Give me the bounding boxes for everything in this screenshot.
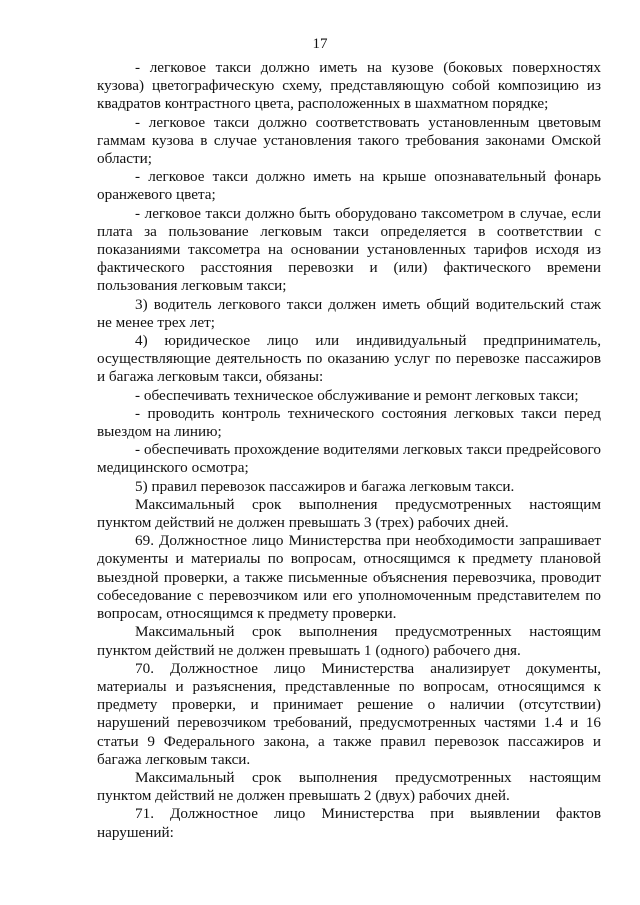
paragraph-deadline-2-days: Максимальный срок выполнения предусмотренных настоящим пунктом действий не должен превышать 2 (двух) рабочих дней. bbox=[97, 768, 601, 805]
page-number: 17 bbox=[312, 36, 328, 52]
paragraph-item-71: 71. Должностное лицо Министерства при выявлении фактов нарушений: bbox=[97, 805, 601, 841]
paragraph-deadline-1-day: Максимальный срок выполнения предусмотренных настоящим пунктом действий не должен превышать 1 (одного) рабочего дня. bbox=[97, 623, 601, 659]
paragraph-item-70: 70. Должностное лицо Министерства анализирует документы, материалы и разъяснения, представленные по вопросам, относящимся к предмету проверки, и принимает решение о наличии (отсутствии) нарушений перевозчиком требований, предусмотренных частями 1.4 и 16 статьи 9 Федерального закона, а также правил перевозок пассажиров и багажа легковым такси. bbox=[97, 659, 601, 768]
paragraph-roof-lamp: - легковое такси должно иметь на крыше опознавательный фонарь оранжевого цвета; bbox=[97, 168, 601, 204]
paragraph-taximeter: - легковое такси должно быть оборудовано таксометром в случае, если плата за пользование легковым такси определяется в соответствии с показаниями таксометра на основании установленных тарифов исходя из фактического расстояния перевозки и (или) фактического времени пользования легковым такси; bbox=[97, 204, 601, 295]
paragraph-driver-experience: 3) водитель легкового такси должен иметь общий водительский стаж не менее трех лет; bbox=[97, 295, 601, 331]
paragraph-item-69: 69. Должностное лицо Министерства при необходимости запрашивает документы и материалы по вопросам, относящимся к предмету плановой выездной проверки, а также письменные объяснения перевозчика, проводит собеседование с перевозчиком или его уполномоченным представителем по вопросам, относящимся к предмету проверки. bbox=[97, 532, 601, 623]
paragraph-color-scheme: - легковое такси должно иметь на кузове (боковых поверхностях кузова) цветографическую схему, представляющую собой композицию из квадратов контрастного цвета, расположенных в шахматном порядке; bbox=[97, 59, 601, 113]
paragraph-transport-rules: 5) правил перевозок пассажиров и багажа легковым такси. bbox=[135, 477, 515, 495]
document-body bbox=[97, 59, 601, 842]
paragraph-maintenance: - обеспечивать техническое обслуживание и ремонт легковых такси; bbox=[135, 386, 579, 404]
paragraph-deadline-3-days: Максимальный срок выполнения предусмотренных настоящим пунктом действий не должен превышать 3 (трех) рабочих дней. bbox=[97, 495, 601, 532]
paragraph-medical-check: - обеспечивать прохождение водителями легковых такси предрейсового медицинского осмотра; bbox=[97, 441, 601, 477]
paragraph-operator-obligations: 4) юридическое лицо или индивидуальный предприниматель, осуществляющие деятельность по оказанию услуг по перевозке пассажиров и багажа легковым такси, обязаны: bbox=[97, 332, 601, 386]
paragraph-technical-control: - проводить контроль технического состояния легковых такси перед выездом на линию; bbox=[97, 404, 601, 441]
paragraph-body-colors: - легковое такси должно соответствовать установленным цветовым гаммам кузова в случае установления такого требования законами Омской области; bbox=[97, 113, 601, 168]
